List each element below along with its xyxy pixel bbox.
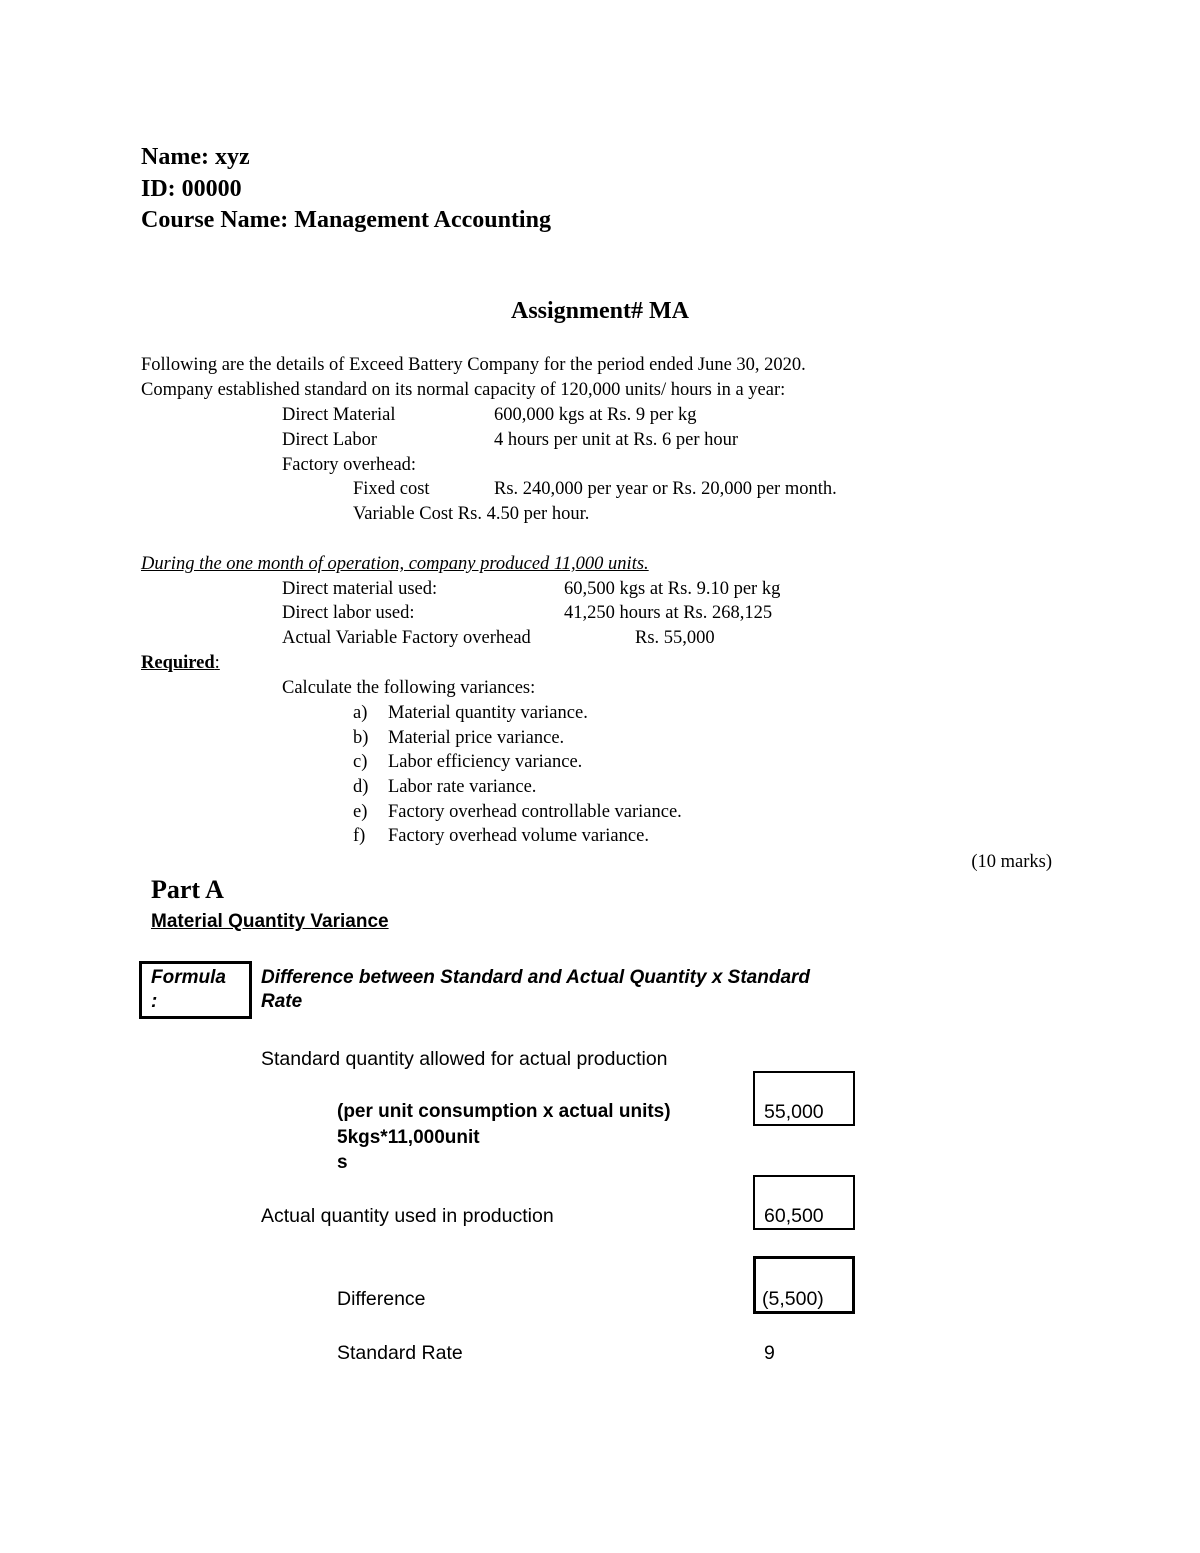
calc-line-2: s	[337, 1152, 348, 1173]
intro-line-2: Company established standard on its normal capacity of 120,000 units/ hours in a year:	[141, 380, 786, 400]
required-colon: :	[214, 653, 220, 673]
op-labor-value: 41,250 hours at Rs. 268,125	[564, 603, 773, 623]
difference-value: (5,500)	[762, 1288, 824, 1310]
intro-line-1: Following are the details of Exceed Battery Company for the period ended June 30, 2020.	[141, 355, 806, 375]
list-item-marker: d)	[353, 777, 369, 797]
std-variable-line: Variable Cost Rs. 4.50 per hour.	[353, 504, 590, 524]
formula-text: Difference between Standard and Actual Quantity x Standard	[261, 967, 811, 988]
list-item: Material price variance.	[388, 728, 565, 748]
list-item-marker: b)	[353, 728, 369, 748]
op-overhead-label: Actual Variable Factory overhead	[282, 628, 531, 648]
std-labor-label: Direct Labor	[282, 430, 378, 450]
list-item: Material quantity variance.	[388, 703, 588, 723]
per-unit-label: (per unit consumption x actual units)	[337, 1101, 671, 1122]
list-item: Labor rate variance.	[388, 777, 537, 797]
calc-line-1: 5kgs*11,000unit	[337, 1127, 480, 1148]
std-overhead-label: Factory overhead:	[282, 455, 417, 475]
list-item-marker: c)	[353, 752, 368, 772]
student-name: Name: xyz	[141, 144, 250, 170]
required-heading	[141, 653, 220, 674]
std-fixed-value: Rs. 240,000 per year or Rs. 20,000 per month.	[494, 479, 837, 499]
std-qty-label: Standard quantity allowed for actual production	[261, 1048, 668, 1070]
actual-qty-label: Actual quantity used in production	[261, 1205, 554, 1227]
actual-qty-value: 60,500	[764, 1205, 824, 1227]
std-material-value: 600,000 kgs at Rs. 9 per kg	[494, 405, 697, 425]
list-item-marker: f)	[353, 826, 366, 846]
std-rate-label: Standard Rate	[337, 1342, 463, 1364]
list-item-marker: e)	[353, 802, 368, 822]
required-intro: Calculate the following variances:	[282, 678, 536, 698]
formula-label: Formula	[151, 967, 226, 988]
op-material-label: Direct material used:	[282, 579, 438, 599]
std-rate-value: 9	[764, 1342, 775, 1364]
list-item: Factory overhead controllable variance.	[388, 802, 682, 822]
formula-text-cont: Rate	[261, 991, 303, 1012]
op-overhead-value: Rs. 55,000	[635, 628, 715, 648]
required-label: Required	[141, 653, 215, 673]
difference-label: Difference	[337, 1288, 426, 1310]
std-material-label: Direct Material	[282, 405, 396, 425]
std-fixed-label: Fixed cost	[353, 479, 430, 499]
assignment-title: Assignment# MA	[511, 298, 689, 324]
std-qty-value: 55,000	[764, 1101, 824, 1123]
part-a-title: Part A	[151, 875, 224, 904]
op-labor-label: Direct labor used:	[282, 603, 415, 623]
part-a-subtitle: Material Quantity Variance	[151, 911, 389, 932]
op-material-value: 60,500 kgs at Rs. 9.10 per kg	[564, 579, 781, 599]
list-item-marker: a)	[353, 703, 368, 723]
course-name: Course Name: Management Accounting	[141, 207, 551, 233]
list-item: Labor efficiency variance.	[388, 752, 583, 772]
formula-label-colon: :	[151, 991, 158, 1012]
student-id: ID: 00000	[141, 176, 242, 202]
list-item: Factory overhead volume variance.	[388, 826, 649, 846]
operation-heading: During the one month of operation, company produced 11,000 units.	[141, 554, 649, 574]
std-labor-value: 4 hours per unit at Rs. 6 per hour	[494, 430, 739, 450]
marks-note: (10 marks)	[971, 852, 1052, 872]
